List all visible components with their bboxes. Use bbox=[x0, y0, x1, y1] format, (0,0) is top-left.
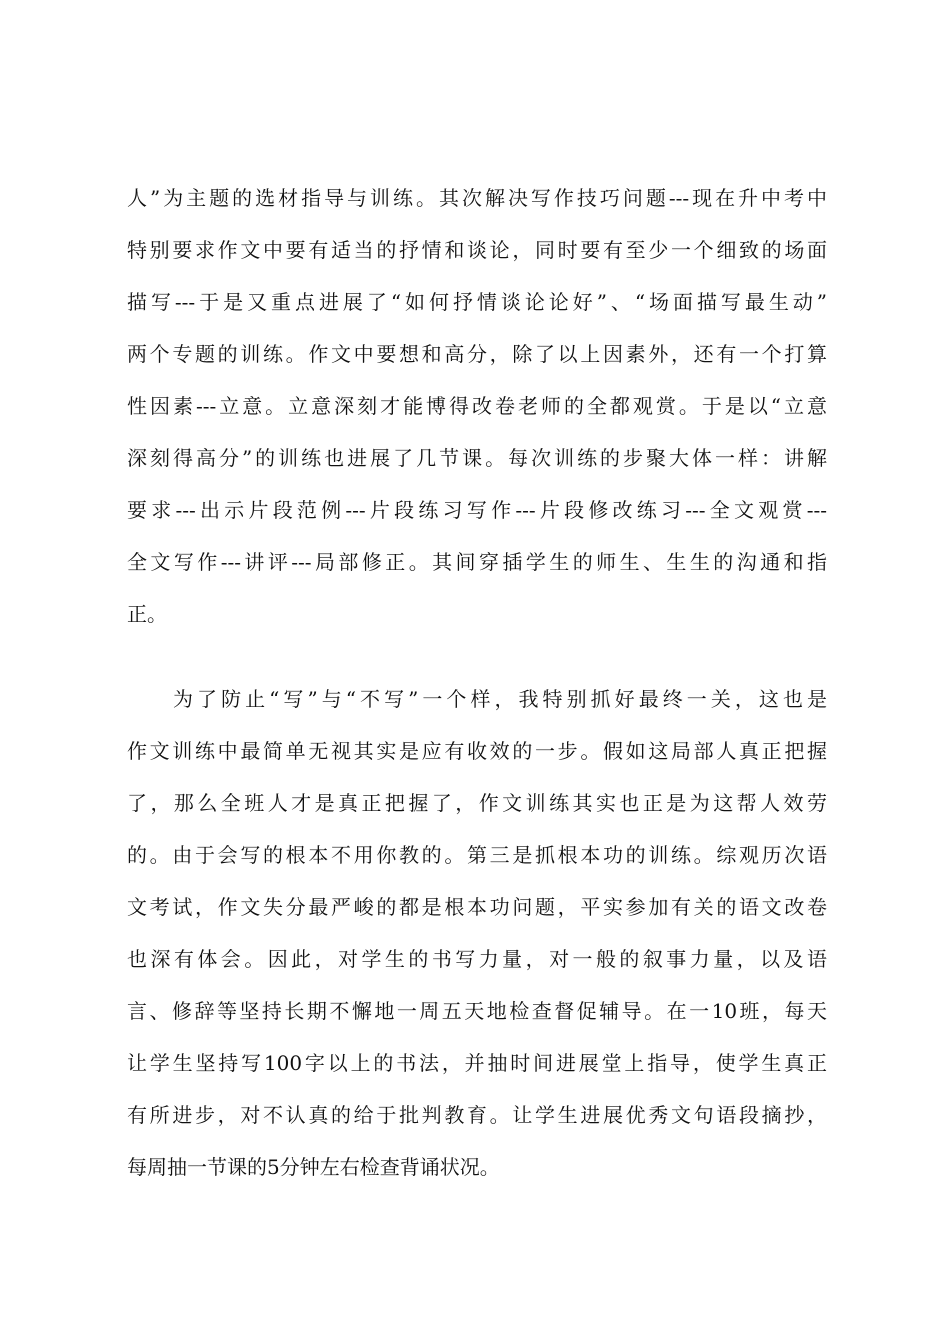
text-line: 的。由于会写的根本不用你教的。第三是抓根本功的训练。综观历次语 bbox=[127, 843, 827, 867]
paragraph-2 bbox=[127, 685, 827, 1205]
text-line: 人”为主题的选材指导与训练。其次解决写作技巧问题---现在升中考中 bbox=[127, 186, 827, 210]
text-line: 言、修辞等坚持长期不懈地一周五天地检查督促辅导。在一10班，每天 bbox=[127, 999, 827, 1023]
paragraph-1 bbox=[127, 184, 827, 652]
text-line: 描写---于是又重点进展了“如何抒情谈论论好”、“场面描写最生动” bbox=[127, 290, 827, 314]
text-line: 为了防止“写”与“不写”一个样，我特别抓好最终一关，这也是 bbox=[173, 687, 827, 711]
text-line: 文考试，作文失分最严峻的都是根本功问题，平实参加有关的语文改卷 bbox=[127, 895, 827, 919]
text-line: 全文写作---讲评---局部修正。其间穿插学生的师生、生生的沟通和指 bbox=[127, 550, 827, 574]
text-line: 正。 bbox=[127, 602, 167, 626]
text-line: 作文训练中最简单无视其实是应有收效的一步。假如这局部人真正把握 bbox=[127, 739, 827, 763]
text-line: 特别要求作文中要有适当的抒情和谈论，同时要有至少一个细致的场面 bbox=[127, 238, 827, 262]
text-line: 也深有体会。因此，对学生的书写力量，对一般的叙事力量，以及语 bbox=[127, 947, 827, 971]
text-line: 性因素---立意。立意深刻才能博得改卷老师的全都观赏。于是以“立意 bbox=[127, 394, 827, 418]
text-line: 让学生坚持写100字以上的书法，并抽时间进展堂上指导，使学生真正 bbox=[127, 1051, 827, 1075]
text-line: 每周抽一节课的5分钟左右检查背诵状况。 bbox=[127, 1155, 500, 1179]
text-line: 深刻得高分”的训练也进展了几节课。每次训练的步聚大体一样：讲解 bbox=[127, 446, 827, 470]
text-line: 有所进步，对不认真的给于批判教育。让学生进展优秀文句语段摘抄， bbox=[127, 1103, 827, 1127]
text-line: 两个专题的训练。作文中要想和高分，除了以上因素外，还有一个打算 bbox=[127, 342, 827, 366]
text-line: 了，那么全班人才是真正把握了，作文训练其实也正是为这帮人效劳 bbox=[127, 791, 827, 815]
text-line: 要求---出示片段范例---片段练习写作---片段修改练习---全文观赏--- bbox=[127, 498, 827, 522]
